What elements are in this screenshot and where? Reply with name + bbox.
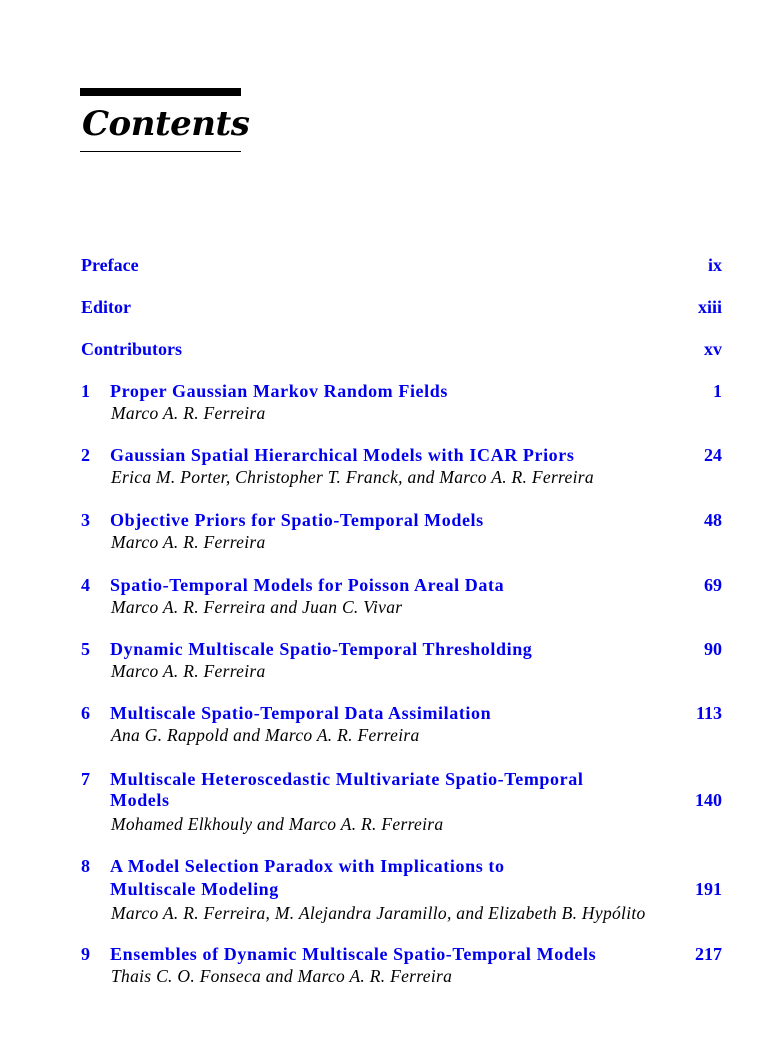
chapter-number: 1 [81,381,90,401]
page-title: Contents [82,104,250,144]
chapter-page[interactable]: 24 [704,445,722,465]
toc-entry-page: xv [704,339,722,359]
chapter-number: 6 [81,703,90,723]
chapter-title[interactable]: Gaussian Spatial Hierarchical Models with ICAR Priors [110,445,575,465]
chapter-title[interactable]: Proper Gaussian Markov Random Fields [110,381,448,401]
toc-entry-editor[interactable] [81,296,722,318]
chapter-authors: Marco A. R. Ferreira [111,532,266,552]
chapter-authors: Mohamed Elkhouly and Marco A. R. Ferreira [111,814,444,834]
chapter-page[interactable]: 113 [695,703,722,723]
chapter-page[interactable]: 217 [695,944,722,964]
chapter-title-line-2[interactable]: Models [110,790,170,810]
chapter-title-line-1[interactable]: Multiscale Heteroscedastic Multivariate Spatio-Temporal [110,769,584,789]
chapter-page[interactable]: 1 [713,381,722,401]
chapter-authors: Marco A. R. Ferreira, M. Alejandra Jaramillo, and Elizabeth B. Hypólito [111,903,646,923]
title-bar [80,88,241,96]
chapter-number: 9 [81,944,90,964]
chapter-number: 4 [81,575,90,595]
chapter-page[interactable]: 90 [704,639,722,659]
chapter-title[interactable]: Multiscale Spatio-Temporal Data Assimilation [110,703,492,723]
chapter-title-line-1[interactable]: A Model Selection Paradox with Implications to [110,856,505,876]
chapter-number: 3 [81,510,90,530]
chapter-authors: Erica M. Porter, Christopher T. Franck, and Marco A. R. Ferreira [111,467,594,487]
toc-entry-page: ix [707,255,722,275]
chapter-number: 7 [81,769,90,789]
chapter-page[interactable]: 140 [695,790,722,810]
chapter-authors: Marco A. R. Ferreira [111,661,266,681]
chapter-number: 8 [81,856,90,876]
toc-entry-label: Contributors [81,339,183,359]
toc-entry-label: Preface [81,255,139,275]
title-rule [80,151,241,152]
chapter-title[interactable]: Spatio-Temporal Models for Poisson Areal Data [110,575,505,595]
toc-entry-page: xiii [697,297,722,317]
chapter-title[interactable]: Ensembles of Dynamic Multiscale Spatio-Temporal Models [110,944,597,964]
toc-entry-label: Editor [81,297,132,317]
chapter-title-line-2[interactable]: Multiscale Modeling [110,879,279,899]
chapter-authors: Marco A. R. Ferreira [111,403,266,423]
toc-entry-contributors[interactable] [81,338,722,360]
chapter-authors: Ana G. Rappold and Marco A. R. Ferreira [111,725,420,745]
chapter-page[interactable]: 191 [695,879,722,899]
chapter-title[interactable]: Dynamic Multiscale Spatio-Temporal Thresholding [110,639,533,659]
chapter-authors: Marco A. R. Ferreira and Juan C. Vivar [111,597,403,617]
chapter-number: 2 [81,445,90,465]
table-of-contents [81,254,722,986]
chapter-authors: Thais C. O. Fonseca and Marco A. R. Ferreira [111,966,453,986]
chapter-page[interactable]: 48 [704,510,722,530]
chapter-number: 5 [81,639,90,659]
chapter-title[interactable]: Objective Priors for Spatio-Temporal Models [110,510,484,530]
toc-entry-preface[interactable] [81,254,722,276]
chapter-page[interactable]: 69 [704,575,722,595]
